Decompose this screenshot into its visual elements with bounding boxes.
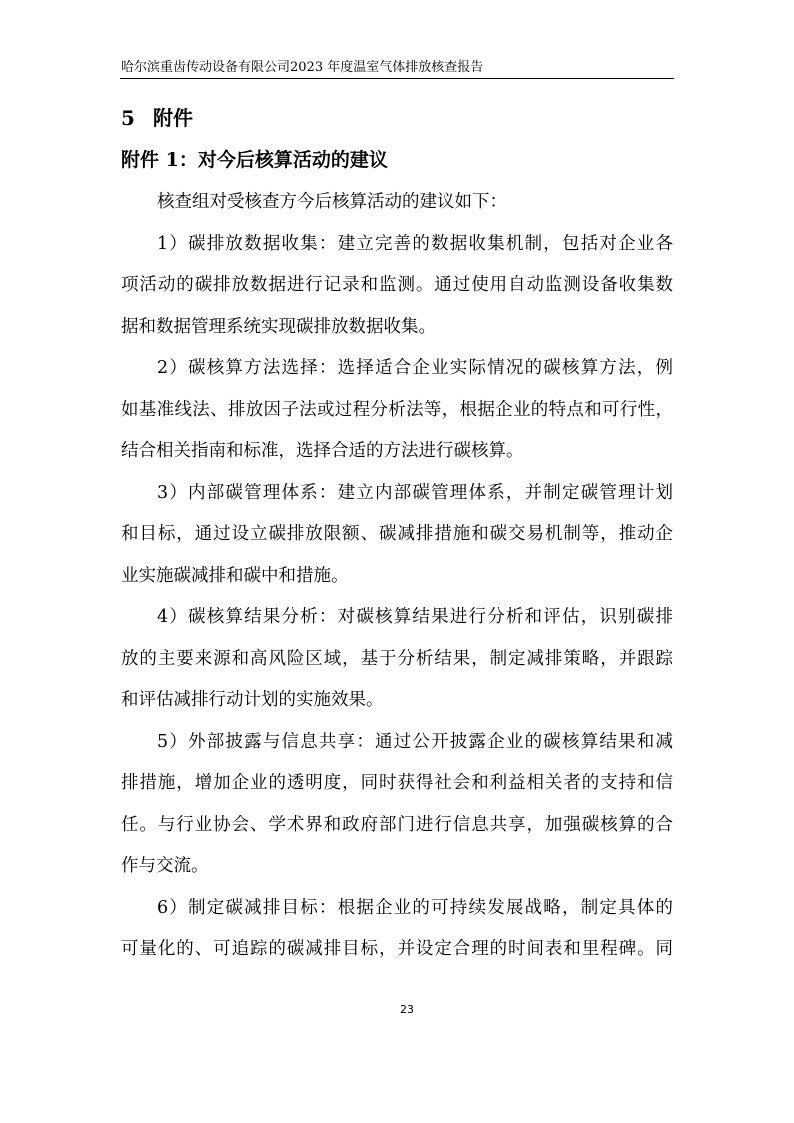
paragraph-line: 3）内部碳管理体系：建立内部碳管理体系，并制定碳管理计划 <box>157 482 673 503</box>
paragraph-line: 和目标，通过设立碳排放限额、碳减排措施和碳交易机制等，推动企 <box>121 524 673 544</box>
paragraph-line: 结合相关指南和标准，选择合适的方法进行碳核算。 <box>121 441 524 461</box>
paragraph-line: 据和数据管理系统实现碳排放数据收集。 <box>121 316 436 337</box>
paragraph-6 <box>121 888 673 971</box>
paragraph-1 <box>121 224 673 349</box>
intro-line: 核查组对受核查方今后核算活动的建议如下： <box>157 192 507 212</box>
paragraph-line: 2）碳核算方法选择：选择适合企业实际情况的碳核算方法，例 <box>157 358 673 378</box>
section-heading <box>121 105 193 131</box>
paragraph-4 <box>121 597 673 722</box>
paragraph-5 <box>121 722 673 888</box>
body-text <box>121 182 673 971</box>
paragraph-line: 业实施碳减排和碳中和措施。 <box>121 565 349 586</box>
paragraph-line: 作与交流。 <box>121 856 209 876</box>
paragraph-line: 项活动的碳排放数据进行记录和监测。通过使用自动监测设备收集数 <box>121 275 673 295</box>
paragraph-line: 1）碳排放数据收集：建立完善的数据收集机制，包括对企业各 <box>157 233 673 254</box>
appendix-heading: 附件 1：对今后核算活动的建议 <box>121 149 388 171</box>
paragraph-3 <box>121 473 673 598</box>
paragraph-line: 可量化的、可追踪的碳减排目标，并设定合理的时间表和里程碑。同 <box>121 939 673 959</box>
paragraph-line: 6）制定碳减排目标：根据企业的可持续发展战略，制定具体的 <box>157 897 673 918</box>
header-rule <box>120 78 674 79</box>
section-title: 附件 <box>153 106 193 130</box>
page-number: 23 <box>400 1003 414 1016</box>
paragraph-2 <box>121 348 673 473</box>
paragraph-line: 放的主要来源和高风险区域，基于分析结果，制定减排策略，并跟踪 <box>121 648 673 669</box>
paragraph-line: 排措施，增加企业的透明度，同时获得社会和利益相关者的支持和信 <box>121 773 673 793</box>
running-header: 哈尔滨重齿传动设备有限公司2023 年度温室气体排放核查报告 <box>121 60 484 75</box>
section-number: 5 <box>121 106 135 130</box>
paragraph-line: 任。与行业协会、学术界和政府部门进行信息共享，加强碳核算的合 <box>121 814 673 835</box>
paragraph-line: 如基准线法、排放因子法或过程分析法等，根据企业的特点和可行性， <box>121 399 673 420</box>
paragraph-line: 5）外部披露与信息共享：通过公开披露企业的碳核算结果和减 <box>157 731 673 752</box>
paragraph-line: 4）碳核算结果分析：对碳核算结果进行分析和评估，识别碳排 <box>157 607 673 627</box>
paragraph-line: 和评估减排行动计划的实施效果。 <box>121 690 384 710</box>
